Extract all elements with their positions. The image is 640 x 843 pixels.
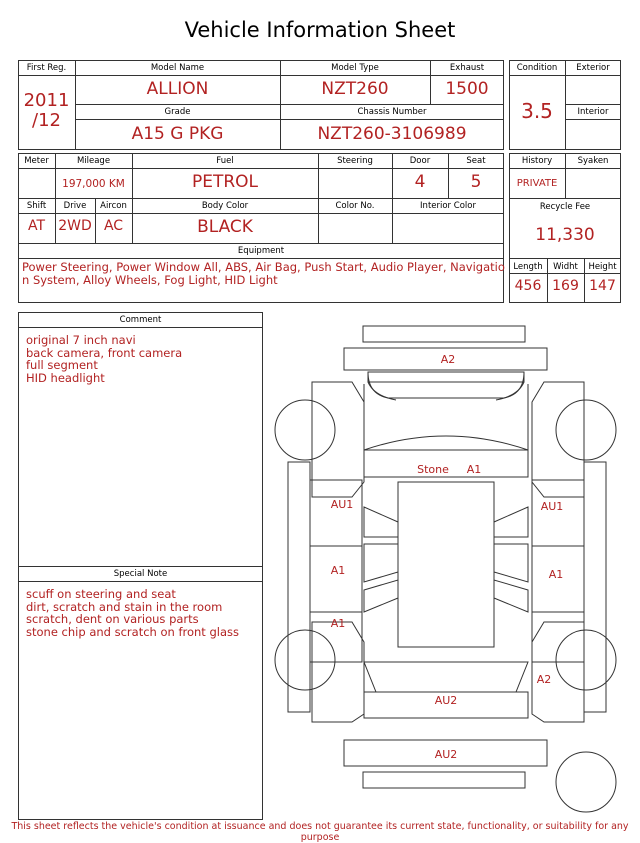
fuel-value: PETROL	[191, 172, 259, 192]
damage-left-front-door: AU1	[330, 498, 354, 511]
car-damage-diagram	[268, 322, 628, 818]
front-right-wheel	[556, 400, 616, 460]
history-label: History	[521, 156, 553, 166]
mileage-label: Mileage	[76, 156, 111, 166]
left-rear-door	[310, 546, 362, 612]
spare-wheel	[556, 752, 616, 812]
comment-line: original 7 inch navi	[26, 333, 136, 347]
length-label: Length	[513, 262, 543, 272]
meter-label: Meter	[24, 156, 49, 166]
body-color-value: BLACK	[197, 217, 253, 237]
aircon-label: Aircon	[100, 201, 127, 211]
sheet-title: Vehicle Information Sheet	[184, 18, 456, 42]
model-name-label: Model Name	[150, 63, 205, 73]
damage-left-rear-door: A1	[330, 564, 346, 577]
width-value: 169	[552, 278, 579, 294]
front-top-strip	[363, 326, 525, 342]
chassis-number-value: NZT260-3106989	[317, 124, 467, 144]
mileage-value: 197,000 KM	[62, 178, 125, 190]
syaken-label: Syaken	[577, 156, 609, 166]
first-reg-month: /12	[32, 110, 61, 131]
first-reg-label: First Reg.	[26, 63, 67, 73]
fuel-label: Fuel	[216, 156, 234, 166]
drive-label: Drive	[63, 201, 87, 211]
width-label: Widht	[553, 262, 578, 272]
first-reg-year: 2011	[23, 90, 70, 111]
aircon-value: AC	[103, 218, 124, 234]
shift-value: AT	[27, 218, 46, 234]
disclaimer-footer: This sheet reflects the vehicle's condition at issuance and does not guarantee its current state, functionality, or suitability for any purpose	[11, 821, 629, 843]
seat-value: 5	[470, 172, 482, 192]
rear-bottom-strip	[363, 772, 525, 788]
comment-text	[26, 334, 182, 384]
length-value: 456	[514, 278, 542, 294]
special-note-line: scratch, dent on various parts	[26, 612, 199, 626]
grade-label: Grade	[164, 107, 191, 117]
height-value: 147	[589, 278, 616, 294]
door-value: 4	[414, 172, 426, 192]
condition-value: 3.5	[521, 99, 553, 123]
color-no-label: Color No.	[335, 201, 375, 211]
grade-value: A15 G PKG	[131, 124, 224, 144]
exhaust-label: Exhaust	[449, 63, 485, 73]
hood-panel	[364, 384, 528, 450]
damage-right-rear-fender: A2	[536, 673, 552, 686]
interior-label: Interior	[577, 107, 609, 117]
damage-rear-bumper: AU2	[434, 748, 458, 761]
special-note-line: stone chip and scratch on front glass	[26, 624, 239, 639]
equipment-label: Equipment	[237, 246, 285, 256]
special-note-line: dirt, scratch and stain in the room	[26, 599, 223, 614]
left-front-door	[310, 480, 362, 546]
rear-left-wheel	[275, 630, 335, 690]
damage-left-rear-fender: A1	[330, 617, 346, 630]
history-value: PRIVATE	[516, 178, 558, 189]
steering-label: Steering	[337, 156, 373, 166]
model-name-value: ALLION	[146, 79, 209, 99]
damage-windshield: A1	[466, 463, 482, 476]
shift-label: Shift	[26, 201, 47, 211]
model-type-label: Model Type	[331, 63, 379, 73]
comment-label: Comment	[119, 315, 162, 325]
exhaust-value: 1500	[445, 79, 489, 99]
recycle-fee-value: 11,330	[535, 225, 595, 245]
damage-right-rear-door: A1	[548, 568, 564, 581]
height-label: Height	[588, 262, 617, 272]
rear-right-wheel	[556, 630, 616, 690]
damage-rear-glass: AU2	[434, 694, 458, 707]
front-left-wheel	[275, 400, 335, 460]
comment-line: full segment	[26, 358, 98, 372]
comment-line: back camera, front camera	[26, 345, 183, 360]
interior-color-label: Interior Color	[420, 201, 476, 211]
recycle-fee-label: Recycle Fee	[539, 202, 591, 212]
seat-label: Seat	[466, 156, 486, 166]
rear-glass	[364, 662, 528, 692]
damage-front-bumper: A2	[440, 353, 456, 366]
right-front-door	[532, 480, 584, 546]
comment-line: HID headlight	[26, 370, 105, 385]
special-note-line: scuff on steering and seat	[26, 587, 176, 601]
chassis-number-label: Chassis Number	[357, 107, 427, 117]
damage-windshield-stone: Stone	[417, 463, 449, 476]
door-label: Door	[409, 156, 431, 166]
model-type-value: NZT260	[321, 79, 389, 99]
condition-label: Condition	[516, 63, 558, 73]
equipment-line: n System, Alloy Wheels, Fog Light, HID Light	[22, 272, 278, 287]
right-rear-fender	[532, 612, 584, 662]
equipment-text	[22, 260, 505, 287]
equipment-line: Power Steering, Power Window All, ABS, Air Bag, Push Start, Audio Player, Navigatio	[22, 260, 505, 274]
special-note-label: Special Note	[113, 569, 168, 579]
special-note-text	[26, 588, 239, 638]
body-color-label: Body Color	[201, 201, 249, 211]
roof	[398, 482, 494, 647]
exterior-label: Exterior	[576, 63, 610, 73]
damage-right-front-door: AU1	[540, 500, 564, 513]
hood	[368, 372, 524, 382]
drive-value: 2WD	[58, 218, 92, 234]
